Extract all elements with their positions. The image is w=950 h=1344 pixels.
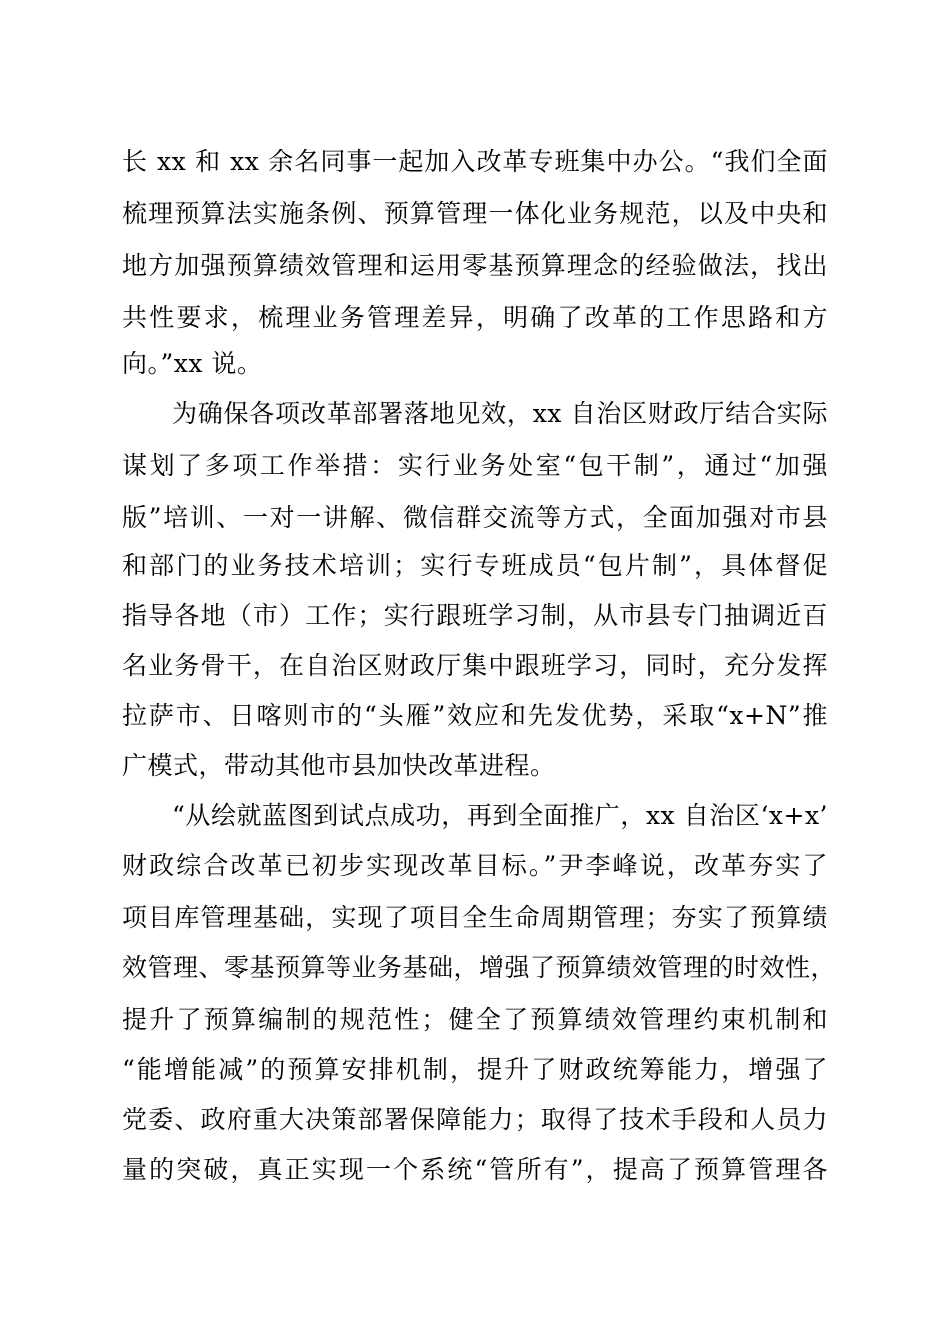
text-line: “能增能减”的预算安排机制，提升了财政统筹能力，增强了 <box>122 1055 828 1084</box>
text-line: 共性要求，梳理业务管理差异，明确了改革的工作思路和方 <box>122 303 828 332</box>
text-line: 和部门的业务技术培训；实行专班成员“包片制”，具体督促 <box>122 551 828 580</box>
text-line: 谋划了多项工作举措：实行业务处室“包干制”，通过“加强 <box>122 451 828 480</box>
text-line: 为确保各项改革部署落地见效，xx 自治区财政厅结合实际 <box>172 399 828 428</box>
text-line: 梳理预算法实施条例、预算管理一体化业务规范，以及中央和 <box>122 199 828 228</box>
text-line: 名业务骨干，在自治区财政厅集中跟班学习，同时，充分发挥 <box>122 651 828 680</box>
text-line: 量的突破，真正实现一个系统“管所有”，提高了预算管理各 <box>122 1155 828 1184</box>
text-line: 版”培训、一对一讲解、微信群交流等方式，全面加强对市县 <box>122 503 828 532</box>
text-line: 党委、政府重大决策部署保障能力；取得了技术手段和人员力 <box>122 1105 828 1134</box>
text-line: 效管理、零基预算等业务基础，增强了预算绩效管理的时效性， <box>122 953 837 982</box>
text-line: 向。”xx 说。 <box>122 349 263 378</box>
text-line: 指导各地（市）工作；实行跟班学习制，从市县专门抽调近百 <box>122 601 828 630</box>
text-line: 地方加强预算绩效管理和运用零基预算理念的经验做法，找出 <box>122 251 828 280</box>
text-line: 提升了预算编制的规范性；健全了预算绩效管理约束机制和 <box>122 1005 828 1034</box>
text-line: 广模式，带动其他市县加快改革进程。 <box>122 751 556 780</box>
text-line: “从绘就蓝图到试点成功，再到全面推广，xx 自治区‘x+x’ <box>172 801 828 830</box>
text-line: 项目库管理基础，实现了项目全生命周期管理；夯实了预算绩 <box>122 903 828 932</box>
text-line: 拉萨市、日喀则市的“头雁”效应和先发优势，采取“x+N”推 <box>122 701 828 730</box>
text-line: 财政综合改革已初步实现改革目标。”尹李峰说，改革夯实了 <box>122 851 828 880</box>
text-line: 长 xx 和 xx 余名同事一起加入改革专班集中办公。“我们全面 <box>122 147 828 176</box>
